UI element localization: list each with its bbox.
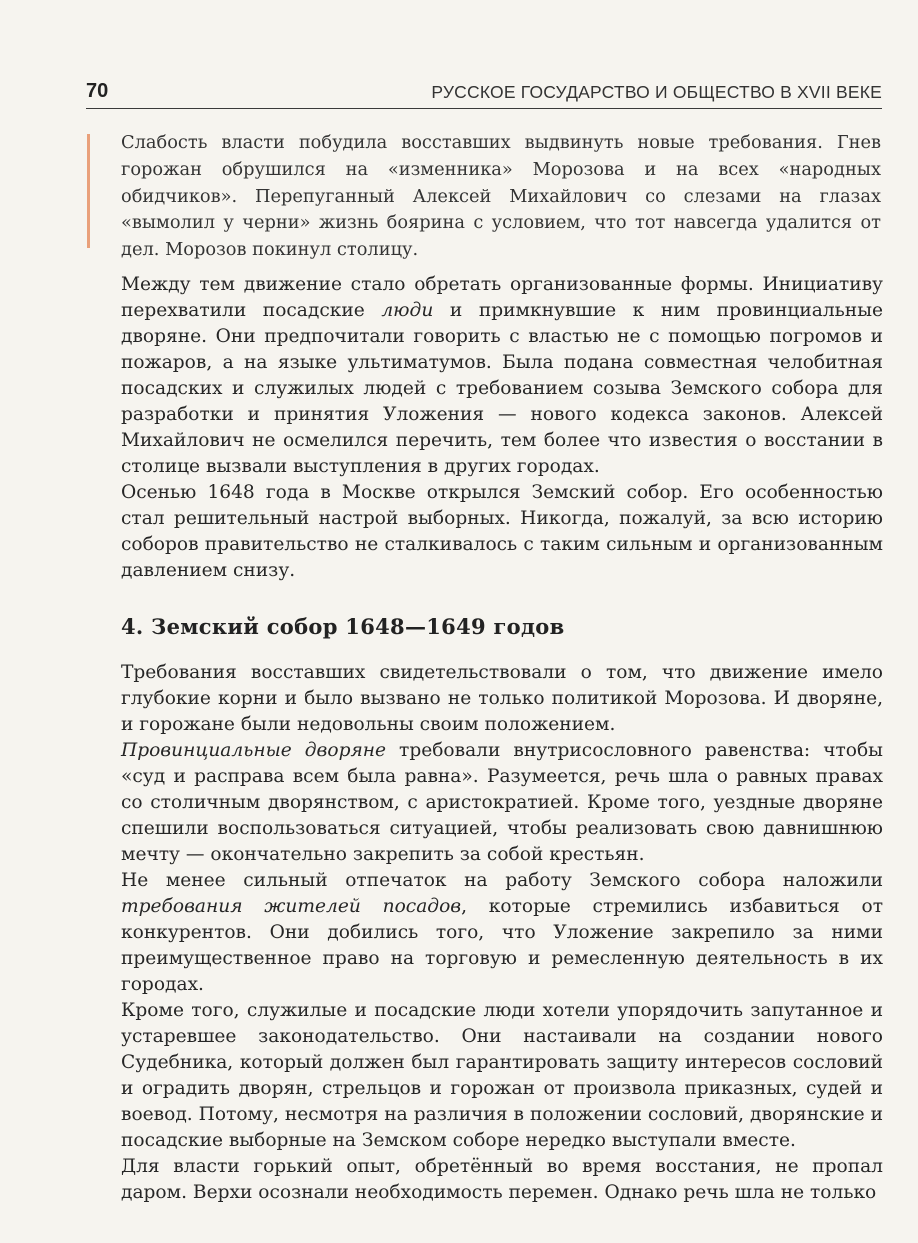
section-heading: 4. Земский собор 1648—1649 годов [121, 614, 565, 639]
section-4-body [121, 660, 883, 1206]
text-run: , которые стремились избавиться от конкурентов. Они добились того, что Уложение закрепило за ними преимущественное право на торговую и ремесленную деятельность в их городах. [121, 896, 883, 995]
quote-paragraph: Слабость власти побудила восставших выдвинуть новые требования. Гнев горожан обрушился на «изменника» Морозова и на всех «народных обидчиков». Перепуганный Алексей Михайлович со слезами на глазах «вымолил у черни» жизнь боярина с условием, что тот навсегда удалится от дел. Морозов покинул столицу. [121, 132, 881, 261]
paragraph: Осенью 1648 года в Москве открылся Земский собор. Его особенностью стал решительный настрой выборных. Никогда, пожалуй, за всю историю соборов правительство не сталкивалось с таким сильным и организованным давлением снизу. [121, 482, 883, 581]
paragraph: Требования восставших свидетельствовали о том, что движение имело глубокие корни и было вызвано не только политикой Морозова. И дворяне, и горожане были недовольны своим положением. [121, 662, 883, 735]
text-run: и примкнувшие к ним провинциальные дворяне. Они предпочитали говорить с властью не с помощью погромов и пожаров, а на языке ультиматумов. Была подана совместная челобитная посадских и служилых людей с требованием созыва Земского собора для разработки и принятия Уложения — нового кодекса законов. Алексей Михайлович не осмелился перечить, тем более что известия о восстании в столице вызвали выступления в других городах. [121, 300, 883, 477]
text-run: Между тем движение стало обретать организованные формы. Инициативу перехватили посадские [121, 274, 883, 321]
italic-term: Провинциальные дворяне [121, 740, 387, 761]
paragraph [121, 738, 883, 868]
italic-term: люди [381, 300, 434, 321]
section-3-tail [121, 272, 883, 584]
paragraph [121, 272, 883, 480]
paragraph: Кроме того, служилые и посадские люди хотели упорядочить запутанное и устаревшее законодательство. Они настаивали на создании нового Судебника, который должен был гарантировать защиту интересов сословий и оградить дворян, стрельцов и горожан от произвола приказных, судей и воевод. Потому, несмотря на различия в положении сословий, дворянские и посадские выборные на Земском соборе нередко выступали вместе. [121, 1000, 883, 1151]
running-title: РУССКОЕ ГОСУДАРСТВО И ОБЩЕСТВО В XVII ВЕКЕ [431, 82, 882, 102]
text-run: Не менее сильный отпечаток на работу Земского собора наложили [121, 870, 883, 891]
page-header [86, 78, 882, 109]
italic-term: требования жителей посадов [121, 896, 462, 917]
paragraph: Для власти горький опыт, обретённый во время восстания, не пропал даром. Верхи осознали необходимость перемен. Однако речь шла не только [121, 1156, 883, 1203]
page-number: 70 [86, 80, 109, 102]
text-run: требовали внутрисословного равенства: чтобы «суд и расправа всем была равна». Разумеется, речь шла о равных правах со столичным дворянством, с аристократией. Кроме того, уездные дворяне спешили воспользоваться ситуацией, чтобы реализовать свою давнишнюю мечту — окончательно закрепить за собой крестьян. [121, 740, 883, 865]
quote-margin-bar [87, 134, 90, 248]
paragraph [121, 868, 883, 998]
